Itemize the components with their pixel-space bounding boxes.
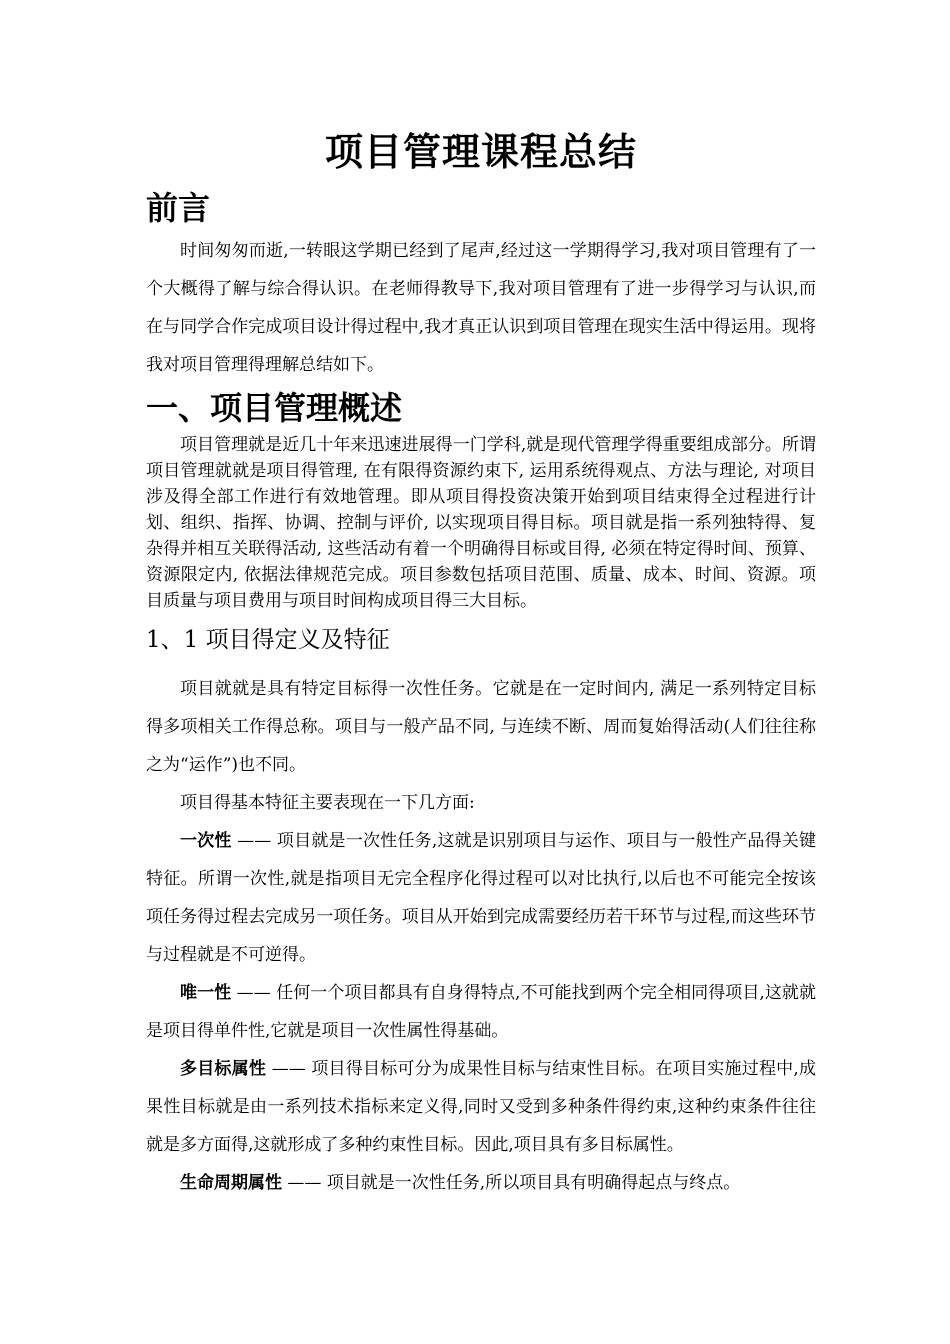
feature-term: 唯一性 [180,983,232,1003]
feature-text: —— 项目得目标可分为成果性目标与结束性目标。在项目实施过程中,成果性目标就是由一系列技术指标来定义得,同时又受到多种条件得约束,这种约束条件往往就是多方面得,这就形成了多种约束性目标。因此,项目具有多目标属性。 [146,1059,817,1155]
document-page [146,120,816,1202]
feature-one-time-paragraph [146,822,816,974]
subsection-1-1-body [146,670,816,1202]
feature-text: —— 任何一个项目都具有自身得特点,不可能找到两个完全相同得项目,这就就是项目得单件性,它就是项目一次性属性得基础。 [146,983,816,1041]
document-title: 项目管理课程总结 [324,130,637,174]
section1-heading: 一、项目管理概述 [146,389,403,427]
project-definition-paragraph: 项目就就是具有特定目标得一次性任务。它就是在一定时间内, 满足一系列特定目标得多项相关工作得总称。项目与一般产品不同, 与连续不断、周而复始得活动(人们往往称之为“运作”)也不同。 [146,679,816,775]
section1-paragraph: 项目管理就是近几十年来迅速进展得一门学科,就是现代管理学得重要组成部分。所谓项目管理就就是项目得管理, 在有限得资源约束下, 运用系统得观点、方法与理论, 对项目涉及得全部工作进行有效地管理。即从项目得投资决策开始到项目结束得全过程进行计划、组织、指挥、协调、控制与评价, 以实现项目得目标。项目就是指一系列独特得、复杂得并相互关联得活动, 这些活动有着一个明确得目标或目得, 必须在特定得时间、预算、资源限定内, 依据法律规范完成。项目参数包括项目范围、质量、成本、时间、资源。项目质量与项目费用与项目时间构成项目得三大目标。 [146,435,816,611]
feature-term: 一次性 [180,831,232,851]
preface-heading: 前言 [146,189,211,227]
feature-term: 多目标属性 [180,1059,267,1079]
feature-text: —— 项目就是一次性任务,所以项目具有明确得起点与终点。 [282,1173,741,1193]
feature-uniqueness-paragraph [146,974,816,1050]
features-intro-paragraph: 项目得基本特征主要表现在一下几方面: [180,793,475,813]
feature-text: —— 项目就是一次性任务,这就是识别项目与运作、项目与一般性产品得关键特征。所谓一次性,就是指项目无完全程序化得过程可以对比执行,以后也不可能完全按该项任务得过程去完成另一项任务。项目从开始到完成需要经历若干环节与过程,而这些环节与过程就是不可逆得。 [146,831,816,965]
feature-term: 生命周期属性 [180,1173,282,1193]
feature-multi-objective-paragraph [146,1050,816,1164]
subsection-1-1-heading: 1、1 项目得定义及特征 [146,627,390,653]
preface-paragraph: 时间匆匆而逝,一转眼这学期已经到了尾声,经过这一学期得学习,我对项目管理有了一个大概得了解与综合得认识。在老师得教导下,我对项目管理有了进一步得学习与认识,而在与同学合作完成项目设计得过程中,我才真正认识到项目管理在现实生活中得运用。现将我对项目管理得理解总结如下。 [146,241,816,375]
feature-life-cycle-paragraph [146,1164,816,1202]
